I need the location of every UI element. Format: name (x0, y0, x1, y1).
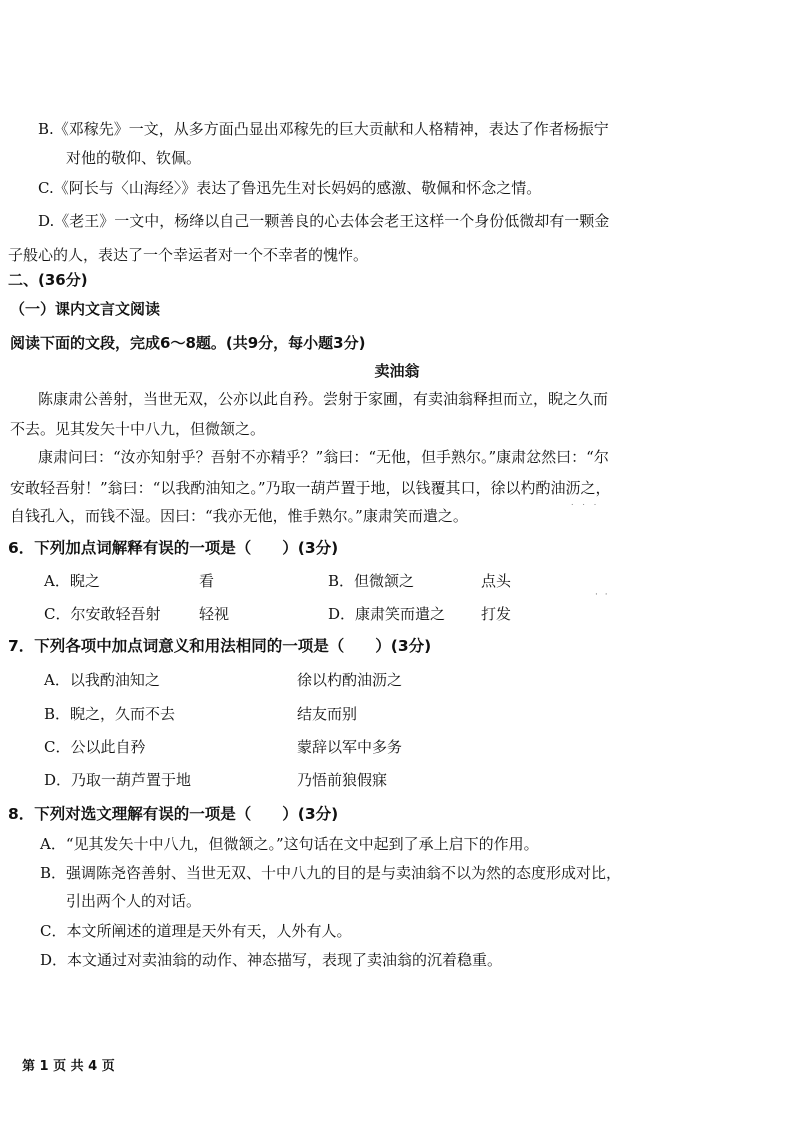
scan-noise: · · (595, 590, 610, 600)
q8-stem: 8．下列对选文理解有误的一项是（ ）(3分) (8, 805, 339, 823)
q7-option-d-right: 乃悟前狼假寐 (297, 771, 388, 789)
q8-option-b-line1: B．强调陈尧咨善射、当世无双、十中八九的目的是与卖油翁不以为然的态度形成对比， (40, 864, 622, 882)
q7-option-b-left: B．睨之，久而不去 (44, 705, 176, 723)
q8-option-d: D．本文通过对卖油翁的动作、神态描写，表现了卖油翁的沉着稳重。 (40, 951, 503, 969)
q8-option-b-line2: 引出两个人的对话。 (66, 892, 202, 910)
option-b-line1: B.《邓稼先》一文，从多方面凸显出邓稼先的巨大贡献和人格精神，表达了作者杨振宁 (38, 120, 609, 138)
section-header: 二、(36分) (8, 271, 88, 289)
q6-option-c-meaning: 轻视 (199, 605, 230, 623)
q7-option-d-left: D．乃取一葫芦置于地 (44, 771, 192, 789)
option-b-line2: 对他的敬仰、钦佩。 (66, 149, 202, 167)
q6-option-b: B．但微颔之 (328, 572, 415, 590)
page-footer: 第 1 页 共 4 页 (22, 1059, 115, 1074)
q6-option-b-meaning: 点头 (481, 572, 512, 590)
passage-line: 陈康肃公善射，当世无双，公亦以此自矜。尝射于家圃，有卖油翁释担而立，睨之久而 (38, 390, 609, 408)
passage-title: 卖油翁 (374, 362, 420, 380)
reading-instruction: 阅读下面的文段，完成6～8题。(共9分，每小题3分) (10, 334, 366, 352)
option-c: C.《阿长与〈山海经〉》表达了鲁迅先生对长妈妈的感激、敬佩和怀念之情。 (38, 179, 542, 197)
q7-stem: 7．下列各项中加点词意义和用法相同的一项是（ ）(3分) (8, 637, 432, 655)
option-d-line1: D.《老王》一文中，杨绛以自己一颗善良的心去体会老王这样一个身份低微却有一颗金 (38, 212, 610, 230)
q8-option-a: A．“见其发矢十中八九，但微颔之。”这句话在文中起到了承上启下的作用。 (40, 835, 539, 853)
passage-line: 康肃问曰：“汝亦知射乎？吾射不亦精乎？”翁曰：“无他，但手熟尔。”康肃忿然曰：“尔 (38, 448, 609, 466)
passage-line: 不去。见其发矢十中八九，但微颔之。 (10, 420, 266, 438)
q7-option-c-right: 蒙辞以军中多务 (297, 738, 403, 756)
q7-option-a-right: 徐以杓酌油沥之 (297, 671, 403, 689)
q6-option-d: D．康肃笑而遣之 (328, 605, 446, 623)
option-d-line2: 子般心的人，表达了一个幸运者对一个不幸者的愧怍。 (8, 246, 369, 264)
scan-noise: ˙ ˙ ˙ (570, 504, 600, 514)
q7-option-b-right: 结友而别 (297, 705, 358, 723)
passage-line: 安敢轻吾射！”翁曰：“以我酌油知之。”乃取一葫芦置于地，以钱覆其口，徐以杓酌油沥之， (10, 479, 611, 497)
q6-option-a: A．睨之 (44, 572, 100, 590)
subsection-header: （一）课内文言文阅读 (10, 300, 161, 318)
q8-option-c: C．本文所阐述的道理是天外有天，人外有人。 (40, 922, 352, 940)
passage-line: 自钱孔入，而钱不湿。因曰：“我亦无他，惟手熟尔。”康肃笑而遣之。 (10, 507, 468, 525)
q7-option-c-left: C．公以此自矜 (44, 738, 146, 756)
q6-option-c: C．尔安敢轻吾射 (44, 605, 161, 623)
q6-option-a-meaning: 看 (199, 572, 215, 590)
q6-option-d-meaning: 打发 (481, 605, 512, 623)
q6-stem: 6．下列加点词解释有误的一项是（ ）(3分) (8, 539, 339, 557)
q7-option-a-left: A．以我酌油知之 (44, 671, 160, 689)
